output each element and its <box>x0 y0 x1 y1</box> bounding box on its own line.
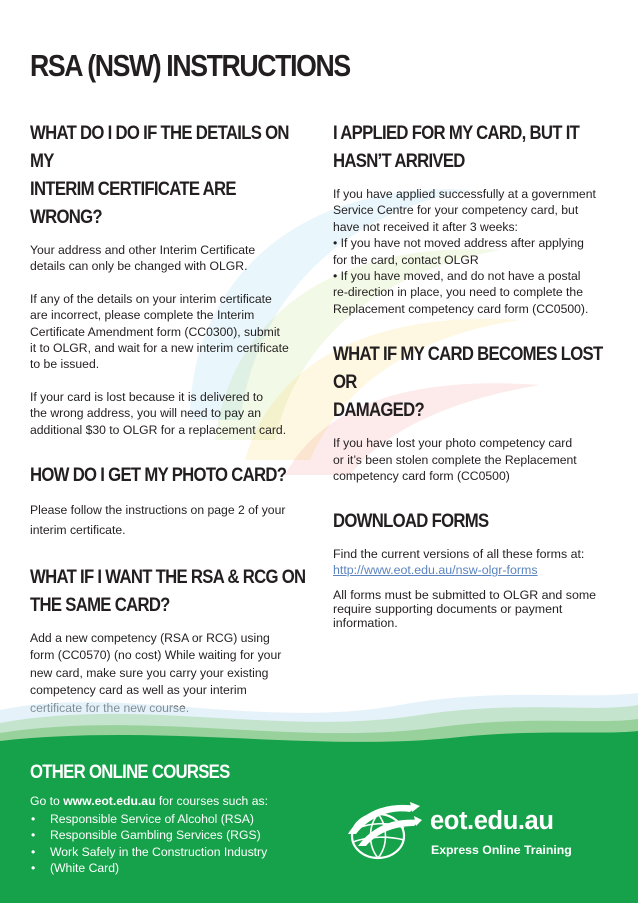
course-item: • Responsible Gambling Services (RGS) <box>30 827 310 843</box>
paragraph-new-competency: Add a new competency (RSA or RCG) using form (CC0570) (no cost) While waiting for your new card, make sure you carry your existing competency card as well as your interim <box>30 631 282 698</box>
heading-photo-card: HOW DO I GET MY PHOTO CARD? <box>30 465 287 487</box>
heading-details-wrong: WHAT DO I DO IF THE DETAILS ON MY INTERIM CERTIFICATE ARE WRONG? <box>30 123 289 228</box>
page-title: RSA (NSW) INSTRUCTIONS <box>30 48 350 83</box>
heading-rsa-rcg-same-card: WHAT IF I WANT THE RSA & RCG ON THE SAME CARD? <box>30 567 306 617</box>
course-item: • Responsible Service of Alcohol (RSA) <box>30 811 310 827</box>
paragraph-card-lost-damaged: If you have lost your photo competency card or it’s been stolen complete the Replacement competency card form (CC0500) <box>333 436 577 484</box>
globe-swoosh-icon <box>344 800 422 864</box>
logo-wordmark: eot.edu.au <box>430 807 554 835</box>
forms-link[interactable]: http://www.eot.edu.au/nsw-olgr-forms <box>333 563 538 578</box>
course-item: • Work Safely in the Construction Industry <box>30 844 310 860</box>
paragraph-submit-forms: All forms must be submitted to OLGR and some require supporting documents or payment information. <box>333 588 597 630</box>
paragraph-card-not-arrived: If you have applied successfully at a government Service Centre for your competency card, but have not received it after 3 weeks: • If you have not moved address after applying for the card, contact OLGR • If you have moved, and do not have a postal re-direction in place, you need to complete the Replacement competency card form (CC0500). <box>333 187 596 316</box>
paragraph-find-forms: Find the current versions of all these forms at: http://www.eot.edu.au/nsw-olgr-forms <box>333 547 585 578</box>
footer-intro: Go to www.eot.edu.au for courses such as: <box>30 794 268 808</box>
left-column <box>30 120 308 717</box>
logo-tagline: Express Online Training <box>431 843 572 857</box>
paragraph-address-details: Your address and other Interim Certificate details can only be changed with OLGR. <box>30 243 256 274</box>
paragraph-card-lost: If your card is lost because it is delivered to the wrong address, you will need to pay an additional $30 to OLGR for a replacement card. <box>30 389 287 437</box>
course-item-continuation: • (White Card) <box>30 860 310 876</box>
heading-download-forms: DOWNLOAD FORMS <box>333 511 489 533</box>
eot-logo <box>344 800 584 870</box>
heading-card-not-arrived: I APPLIED FOR MY CARD, BUT IT HASN’T ARRIVED <box>333 123 580 172</box>
footer-site-link[interactable]: www.eot.edu.au <box>63 794 156 808</box>
paragraph-photo-card: Please follow the instructions on page 2 of your interim certificate. <box>30 503 286 538</box>
right-column <box>333 120 613 631</box>
footer-heading: OTHER ONLINE COURSES <box>30 762 230 783</box>
course-list <box>30 811 310 876</box>
paragraph-incorrect-details: If any of the details on your interim certificate are incorrect, please complete the Interim Certificate Amendment form (CC0300), submit it to OLGR, and wait for a new interim certificate to be issued. <box>30 291 289 372</box>
heading-card-lost-damaged: WHAT IF MY CARD BECOMES LOST OR DAMAGED? <box>333 344 603 422</box>
